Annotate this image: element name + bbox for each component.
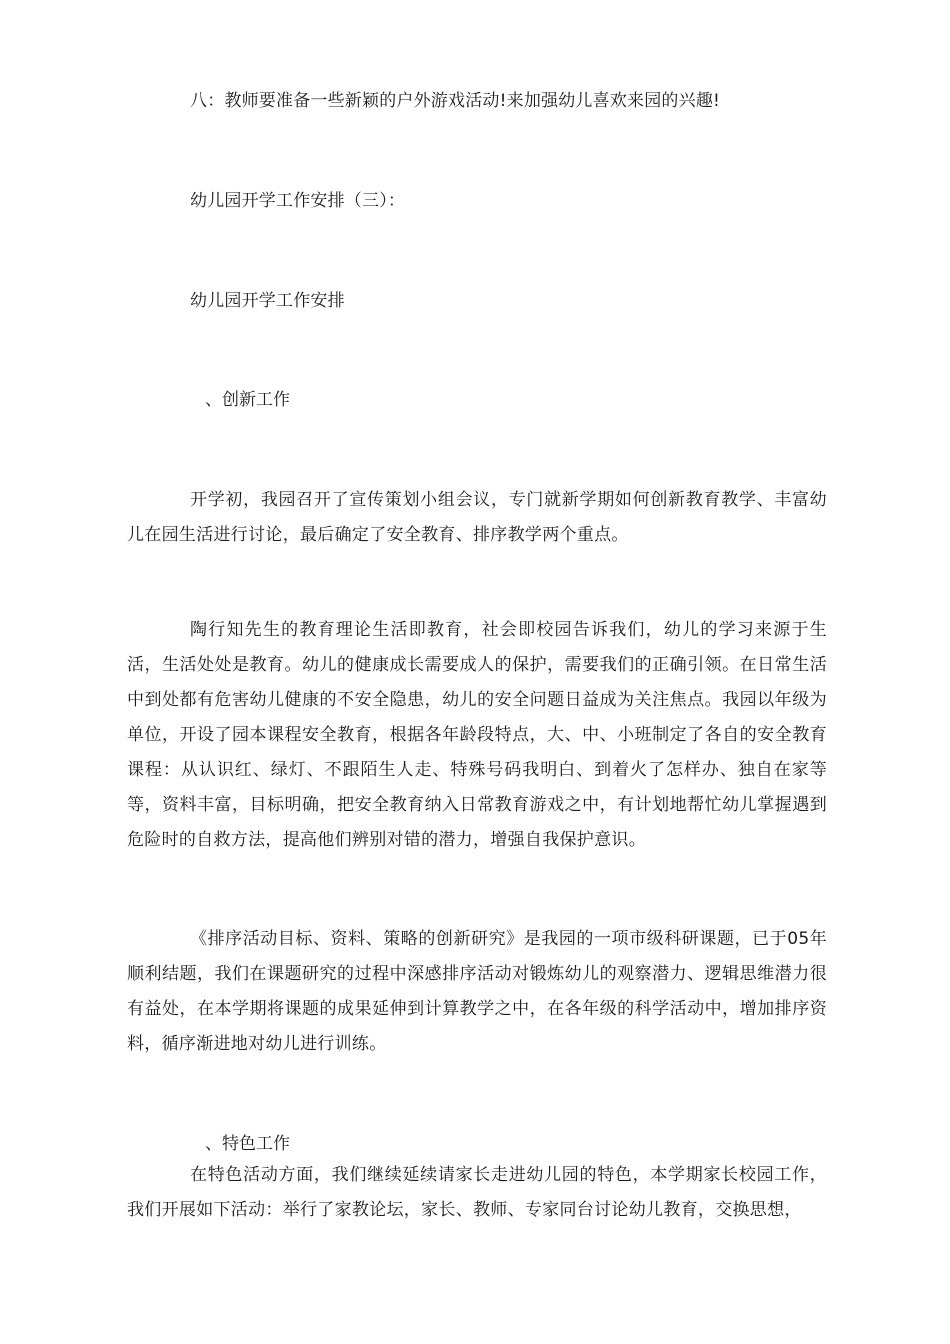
heading-part-three: 幼儿园开学工作安排（三）： xyxy=(190,191,406,211)
paragraph-feature-activities: 在特色活动方面，我们继续延续请家长走进幼儿园的特色，本学期家长校园工作，我们开展如下活动：举行了家教论坛，家长、教师、专家同台讨论幼儿教育，交换思想， xyxy=(127,1165,827,1220)
paragraph-safety-education: 陶行知先生的教育理论生活即教育，社会即校园告诉我们，幼儿的学习来源于生活，生活处处是教育。幼儿的健康成长需要成人的保护，需要我们的正确引领。在日常生活中到处都有危害幼儿健康的不安全隐患，幼儿的安全问题日益成为关注焦点。我园以年级为单位，开设了园本课程安全教育，根据各年龄段特点，大、中、小班制定了各自的安全教育课程：从认识红、绿灯、不跟陌生人走、特殊号码我明白、到着火了怎样办、独自在家等等，资料丰富，目标明确，把安全教育纳入日常教育游戏之中，有计划地帮忙幼儿掌握遇到危险时的自救方法，提高他们辨别对错的潜力，增强自我保护意识。 xyxy=(127,620,827,850)
section-heading-innovation: 、创新工作 xyxy=(205,390,290,410)
paragraph-innovation-intro: 开学初，我园召开了宣传策划小组会议，专门就新学期如何创新教育教学、丰富幼儿在园生活进行讨论，最后确定了安全教育、排序教学两个重点。 xyxy=(127,490,827,545)
paragraph-sequencing-research: 《排序活动目标、资料、策略的创新研究》是我园的一项市级科研课题，已于05年顺利结题，我们在课题研究的过程中深感排序活动对锻炼幼儿的观察潜力、逻辑思维潜力很有益处，在本学期将课题的成果延伸到计算教学之中，在各年级的科学活动中，增加排序资料，循序渐进地对幼儿进行训练。 xyxy=(127,929,827,1054)
item-eight-text: 八：教师要准备一些新颖的户外游戏活动!来加强幼儿喜欢来园的兴趣! xyxy=(190,91,721,111)
section-heading-feature: 、特色工作 xyxy=(205,1134,290,1154)
heading-title: 幼儿园开学工作安排 xyxy=(190,291,345,311)
